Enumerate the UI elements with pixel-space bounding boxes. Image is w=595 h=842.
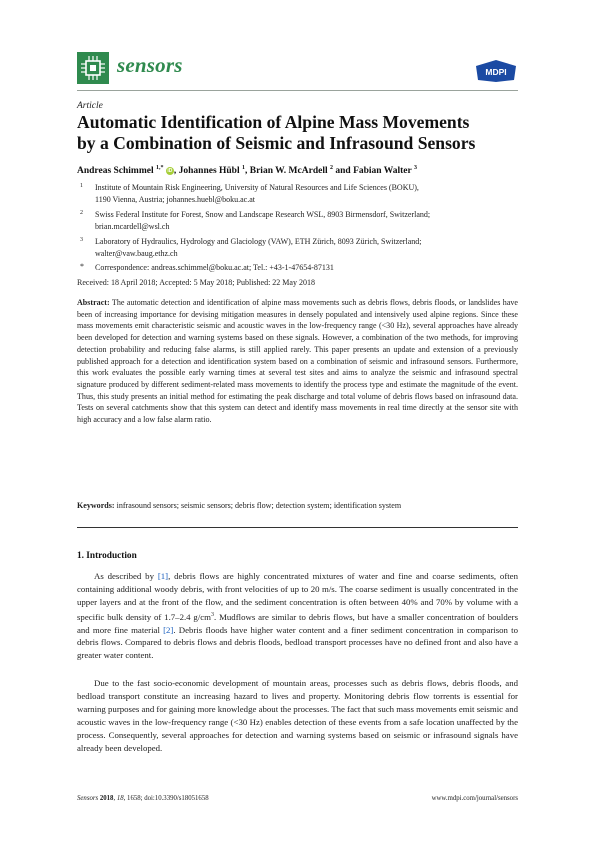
abstract-label: Abstract: — [77, 298, 110, 307]
author-name: Andreas Schimmel — [77, 166, 154, 177]
author-list: Andreas Schimmel $^{1,*}$ iD , Johannes Hübl $^1$, Brian W. McArdell $^2$ and Fabian Walter $^3$ — [77, 165, 417, 177]
footer-doi: , 1658; doi:10.3390/s18051658 — [123, 795, 209, 802]
title-line-1: Automatic Identification of Alpine Mass Movements — [77, 112, 470, 132]
article-type: Article — [77, 101, 103, 111]
keywords — [77, 500, 518, 512]
affiliation-line: walter@vaw.baug.ethz.ch — [95, 248, 178, 258]
section-divider — [77, 527, 518, 528]
footer-journal: Sensors — [77, 795, 99, 802]
paragraph-text: . Debris floods have higher water content and a finer sediment concentration in comparison to debris flows. Compared to debris flows and debris floods, bedload transport processes have no defined front and also have a greater water content. — [77, 624, 518, 661]
intro-paragraph-2: Due to the fast socio-economic development of mountain areas, processes such as debris flows, debris floods, and bedload transport constitute an increasing hazard to lives and property. Monitoring debris flow torrents is essential for warning purposes and for gaining more knowledge about the processes. The fact that such mass movements emit seismic and acoustic waves in the low-frequency range (<30 Hz) enables detection of these events from a safe location unaffected by the process. Consequently, several approaches for detection and warning systems based on seismic or infrasound signals have already been developed. — [77, 678, 518, 753]
correspondence-mark: * — [80, 262, 84, 271]
affiliation-number: 2 — [80, 210, 83, 216]
paper-title — [77, 112, 527, 154]
affiliation-number: 1 — [80, 183, 83, 189]
intro-paragraph-1 — [77, 570, 518, 662]
affiliation-line: brian.mcardell@wsl.ch — [95, 221, 170, 231]
superscript: 3 — [211, 611, 215, 618]
footer-citation: Sensors 2018, 18, 1658; doi:10.3390/s18051658 — [77, 795, 209, 802]
affiliation — [77, 209, 518, 232]
affiliation-line: Laboratory of Hydraulics, Hydrology and Glaciology (VAW), ETH Zürich, 8093 Zürich, Switzerland; — [95, 237, 422, 246]
author-affiliation-mark: 2 — [329, 165, 333, 171]
author-affiliation-mark: 3 — [413, 165, 417, 171]
journal-name: sensors — [117, 53, 183, 77]
keywords-text: infrasound sensors; seismic sensors; debris flow; detection system; identification system — [116, 501, 402, 510]
section-heading: 1. Introduction — [77, 551, 137, 561]
footer-year: 2018 — [99, 795, 114, 802]
author-affiliation-mark: 1,* — [156, 165, 164, 171]
footer-volume: 18 — [116, 795, 124, 802]
author-name: Johannes Hübl — [178, 166, 240, 177]
title-line-2: by a Combination of Seismic and Infrasound Sensors — [77, 133, 476, 153]
author-name: Fabian Walter — [353, 166, 412, 177]
header-rule — [77, 90, 518, 91]
citation-link[interactable]: [1] — [157, 571, 169, 581]
paragraph-text: As described by — [94, 571, 158, 581]
abstract-text: The automatic detection and identification of alpine mass movements such as debris flows, debris floods, or landslides have been of increasing importance for devising mitigation measures in densely populated and intensively used alpine regions. Since these mass movements emit characteristic seismic and acoustic waves in the low-frequency range (<30 Hz), several approaches have already been developed for detection and warning systems based on these signals. However, a combination of the two methods, for improving detection probability and reducing false alarms, is still applied rarely. This paper presents an update and extension of a previously published approach for a detection and identification system based on a combination of seismic and infrasound sensors. Furthermore, this work evaluates the possible early warning times at several test sites and aims to analyze the seismic and infrasound spectral signature produced by different sediment-related mass movements to identify the process type and estimate the magnitude of the event. Thus, this study presents an initial method for estimating the peak discharge and total volume of debris flows based on infrasound data. Tests on several catchments show that this system can detect and identify mass movements in real time directly at the sensor site with high accuracy and a low false alarm ratio. — [77, 298, 518, 425]
affiliation — [77, 182, 518, 205]
paragraph-text: , debris flows are highly concentrated mixtures of water and fine and coarse sediments, often containing additional woody debris, with front velocities of up to 20 m/s. The coarse sediment is usually concentrated in the upper layers and at the front of the flow, and the sediment concentration is often between 40% and 70% by volume with a specific bulk density of 1.7–2.4 g/cm — [77, 571, 518, 622]
author-affiliation-mark: 1 — [242, 165, 245, 171]
publisher-logo-text: MDPI — [485, 67, 507, 77]
abstract — [77, 297, 518, 426]
affiliation-line: 1190 Vienna, Austria; johannes.huebl@boku.ac.at — [95, 194, 255, 204]
publication-dates: Received: 18 April 2018; Accepted: 5 May 2018; Published: 22 May 2018 — [77, 278, 315, 287]
correspondence — [77, 262, 518, 274]
affiliation — [77, 236, 518, 259]
orcid-icon[interactable]: iD — [167, 168, 173, 175]
keywords-label: Keywords: — [77, 501, 115, 510]
paragraph-text: . Mudflows are similar to debris flows, but have a smaller concentration of boulders and more fine material — [77, 611, 518, 635]
affiliation-number: 3 — [80, 237, 83, 243]
citation-link[interactable]: [2] — [163, 624, 174, 635]
correspondence-text: Correspondence: andreas.schimmel@boku.ac.at; Tel.: +43-1-47654-87131 — [95, 263, 334, 272]
journal-logo-icon — [77, 52, 109, 84]
author-name: Brian W. McArdell — [249, 166, 328, 177]
publisher-logo-icon — [474, 60, 518, 82]
footer-url[interactable]: www.mdpi.com/journal/sensors — [431, 795, 518, 802]
affiliation-line: Swiss Federal Institute for Forest, Snow and Landscape Research WSL, 8903 Birmensdorf, Switzerland; — [95, 210, 431, 219]
affiliation-line: Institute of Mountain Risk Engineering, University of Natural Resources and Life Sciences (BOKU), — [95, 183, 419, 192]
